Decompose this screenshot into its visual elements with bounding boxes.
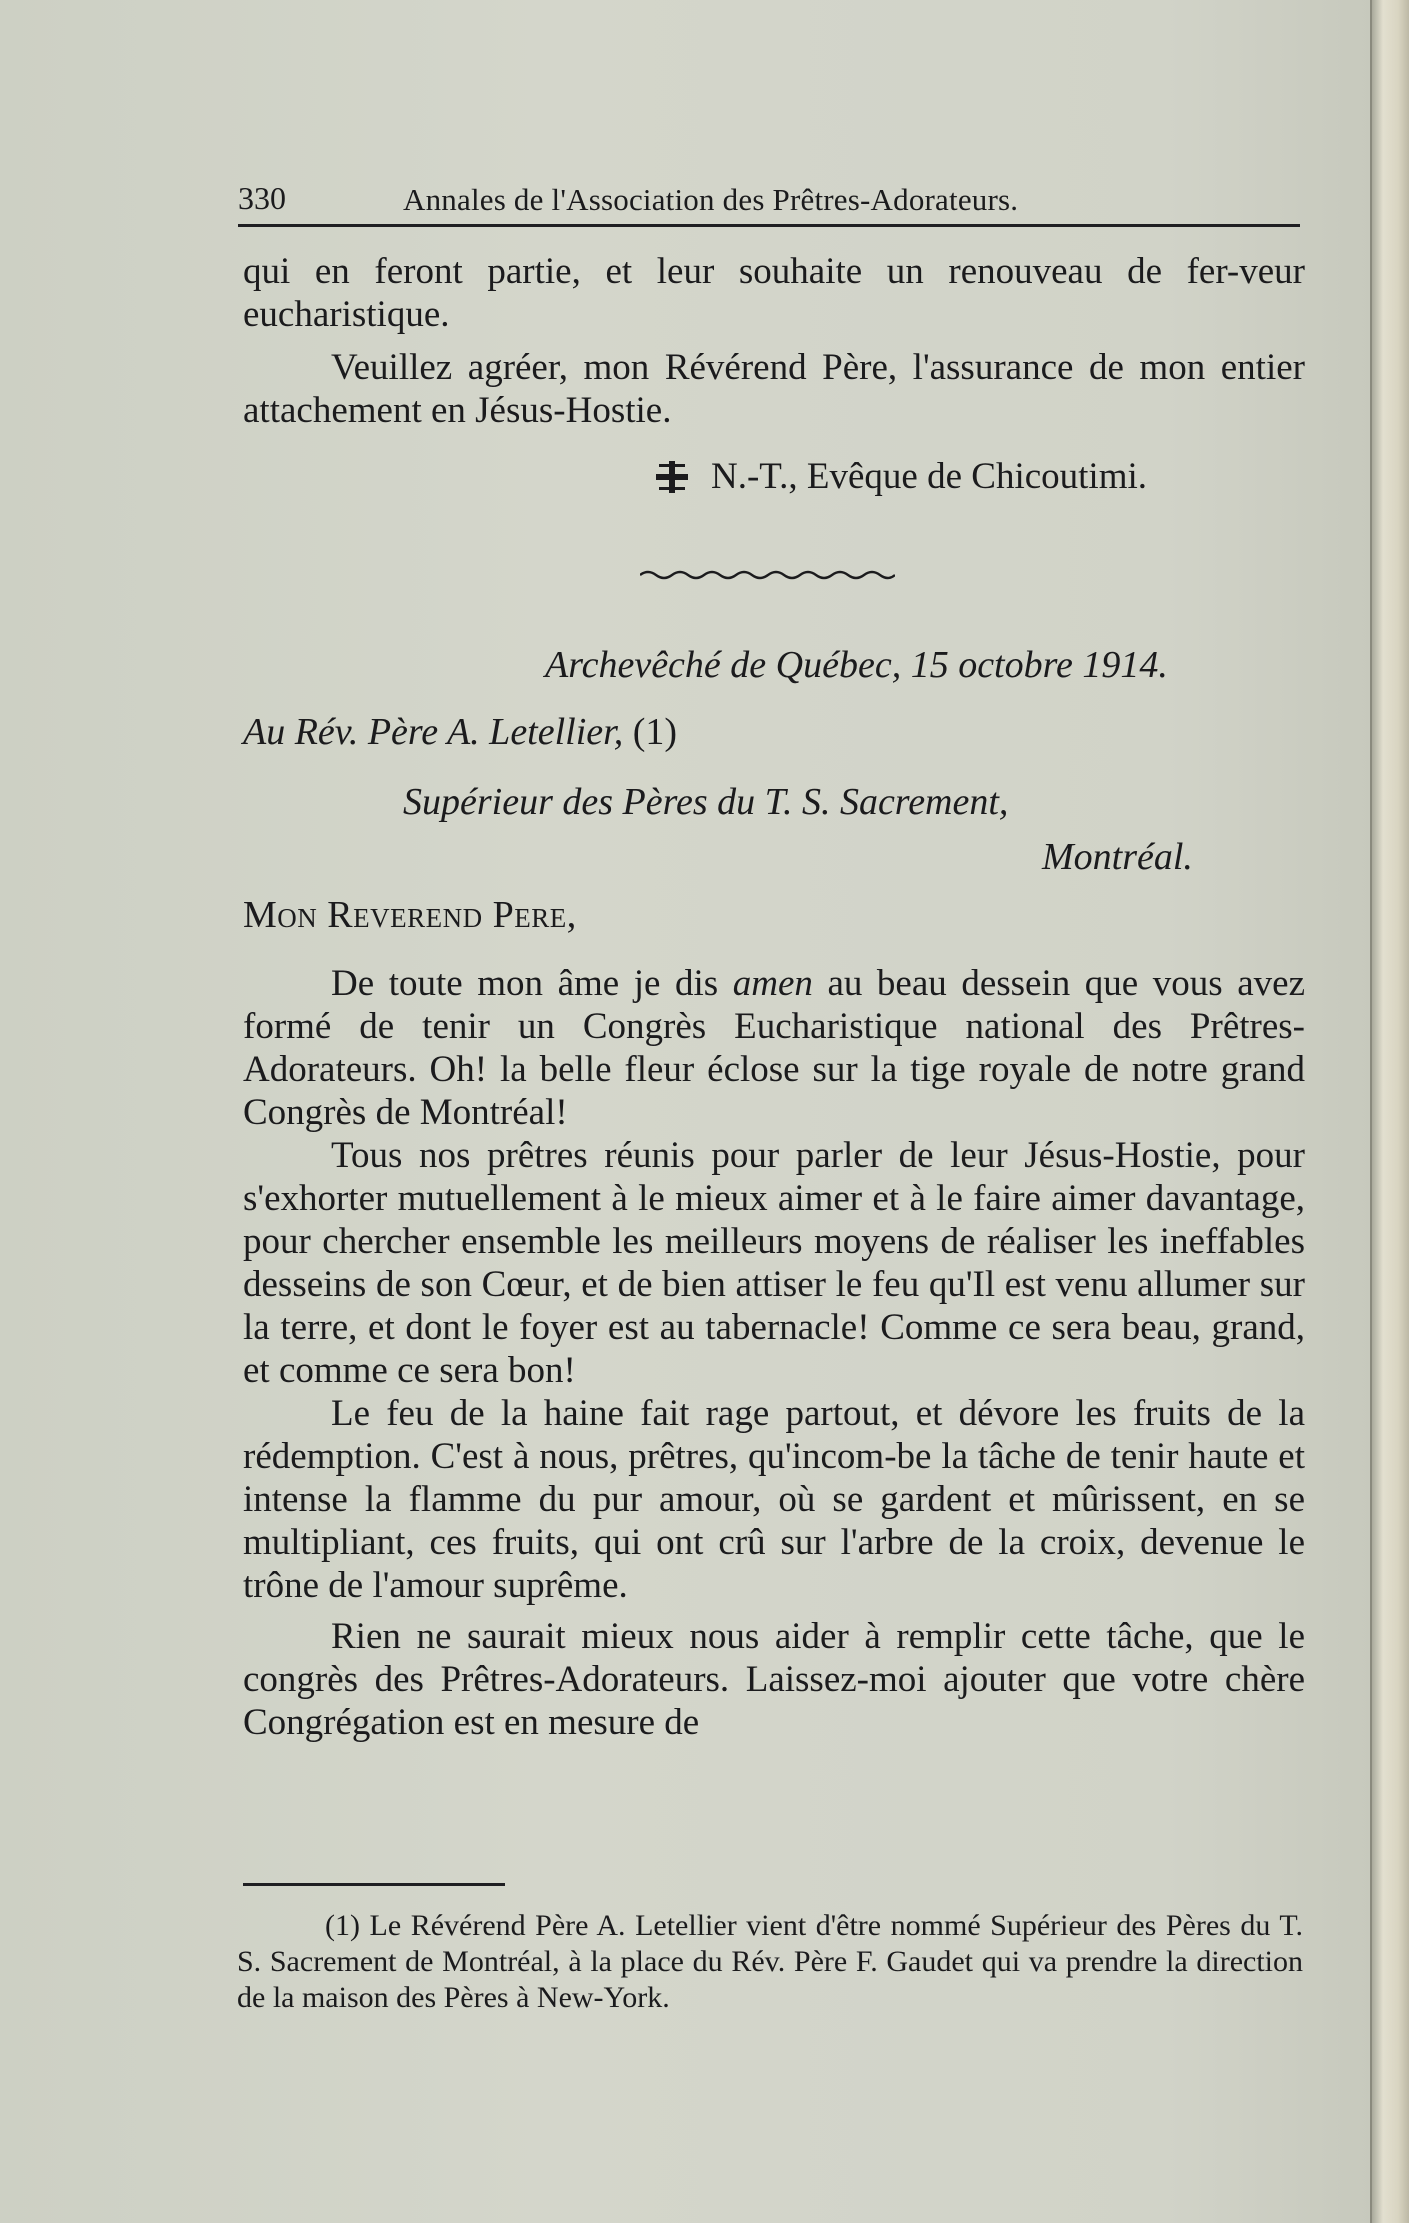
page-edge (1370, 0, 1409, 2223)
salutation: Mon Reverend Pere, (243, 894, 577, 936)
running-title: Annales de l'Association des Prêtres-Adorateurs. (403, 182, 1019, 217)
addressee-name: Au Rév. Père A. Letellier, (243, 711, 624, 753)
running-header (238, 180, 1300, 224)
signature-text: N.-T., Evêque de Chicoutimi. (711, 456, 1148, 497)
paragraph1-emphasis: amen (732, 963, 813, 1004)
footnote-rule (243, 1883, 505, 1886)
addressee-city: Montréal. (1042, 836, 1193, 878)
addressee-title: Supérieur des Pères du T. S. Sacrement, (403, 781, 1009, 823)
closing-paragraph-2: Veuillez agréer, mon Révérend Père, l'assurance de mon entier attachement en Jésus-Hostie. (243, 347, 1305, 431)
body-paragraph-1 (243, 962, 1305, 1134)
paragraph1-lead: De toute mon âme je dis (331, 963, 733, 1004)
dateline: Archevêché de Québec, 15 octobre 1914. (545, 644, 1168, 686)
body-paragraph-3: Le feu de la haine fait rage partout, et dévore les fruits de la rédemption. C'est à nous, prêtres, qu'incom-be la tâche de tenir haute et intense la flamme du pur amour, où se gardent et mûrissent, en se multipliant, ces fruits, qui ont crû sur l'arbre de la croix, devenue le trône de l'amour suprême. (243, 1393, 1305, 1606)
header-rule (238, 224, 1300, 227)
letter2-body (243, 962, 1305, 1744)
wavy-rule-icon (640, 568, 895, 582)
body-paragraph-4: Rien ne saurait mieux nous aider à remplir cette tâche, que le congrès des Prêtres-Adorateurs. Laissez-moi ajouter que votre chère Congrégation est en mesure de (243, 1616, 1305, 1743)
body-paragraph-2: Tous nos prêtres réunis pour parler de leur Jésus-Hostie, pour s'exhorter mutuellement à le mieux aimer et à le faire aimer davantage, pour chercher ensemble les meilleurs moyens de réaliser les ineffables desseins de son Cœur, et de bien attiser le feu qu'Il est venu allumer sur la terre, et dont le foyer est au tabernacle! Comme ce sera beau, grand, et comme ce sera bon! (243, 1135, 1305, 1391)
footnote: (1) Le Révérend Père A. Letellier vient d'être nommé Supérieur des Pères du T. S. Sacrement de Montréal, à la place du Rév. Père F. Gaudet qui va prendre la direction de la maison des Pères à New-York. (237, 1909, 1303, 2014)
footnote-reference: (1) (632, 711, 678, 753)
episcopal-cross-icon (655, 460, 689, 494)
signature (655, 455, 1147, 498)
page-number: 330 (238, 180, 286, 216)
letter1-closing (243, 250, 1305, 432)
addressee (243, 710, 677, 754)
closing-paragraph-1: qui en feront partie, et leur souhaite un renouveau de fer-veur eucharistique. (243, 251, 1305, 335)
paragraph1-rest: au beau dessein que vous avez formé de tenir un Congrès Eucharistique national des Prêtres-Adorateurs. Oh! la belle fleur éclose sur la tige royale de notre grand Congrès de Montréal! (243, 963, 1305, 1133)
